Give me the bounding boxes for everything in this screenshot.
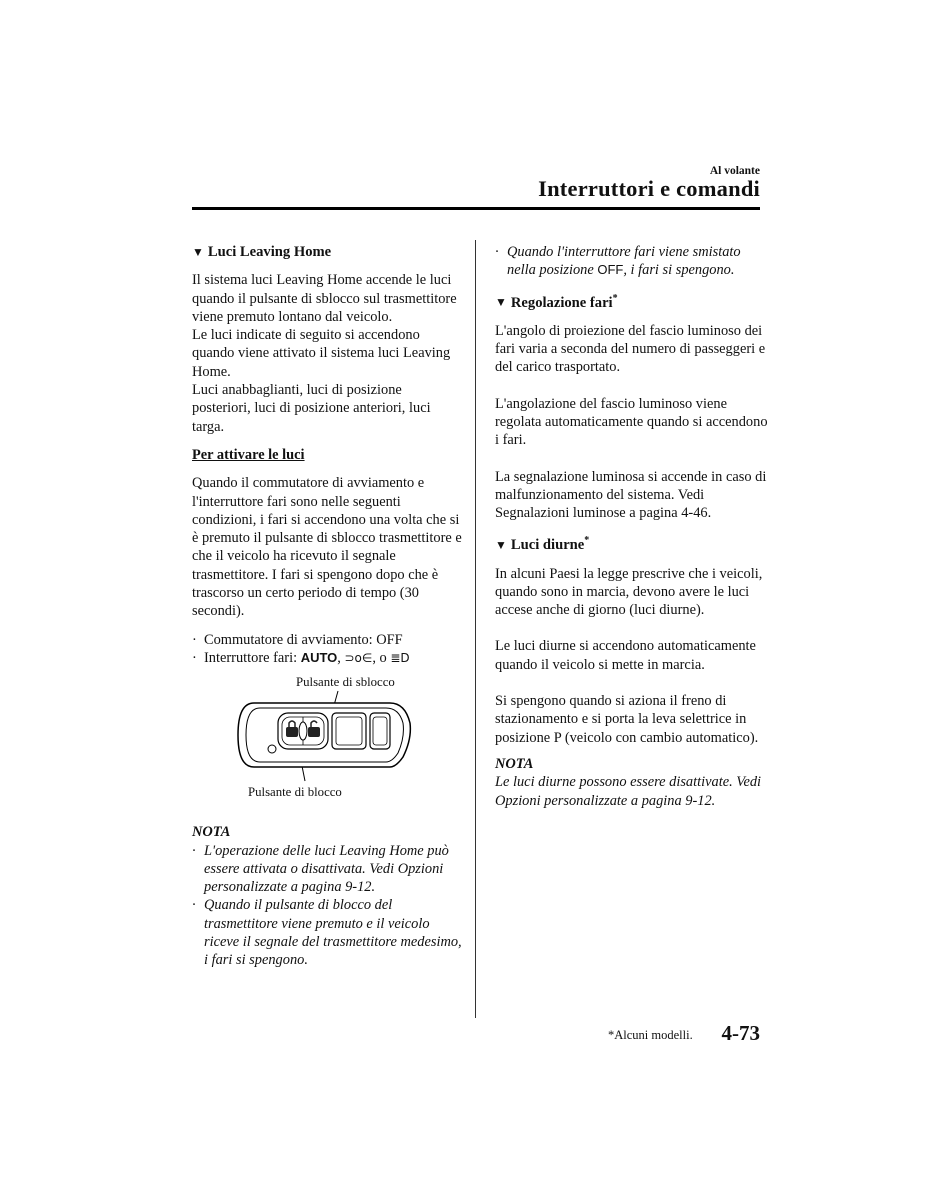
asterisk: * — [584, 535, 590, 547]
bullet: · — [192, 897, 196, 914]
note-title: NOTA — [192, 824, 231, 841]
header-rule — [192, 207, 760, 210]
page-title: Interruttori e comandi — [538, 176, 760, 201]
heading-text: Luci diurne — [510, 537, 585, 554]
left-column — [192, 243, 462, 970]
paragraph: L'angolazione del fascio luminoso viene regolata automaticamente quando si accendono i fari. — [495, 395, 768, 449]
right-column — [495, 243, 770, 810]
paragraph: Si spengono quando si aziona il freno di stazionamento e si porta la leva selettrice in posizione P (veicolo con cambio automatico). — [495, 693, 759, 746]
condition-item — [192, 649, 462, 667]
note-text: Le luci diurne possono essere disattivate. Vedi Opzioni personalizzate a pagina 9-12. — [495, 774, 762, 809]
paragraph: Le luci indicate di seguito si accendono quando viene attivato il sistema luci Leaving Home. — [192, 327, 451, 380]
triangle-down-icon: ▼ — [192, 245, 204, 259]
separator: , o — [372, 649, 391, 666]
auto-label: AUTO — [300, 649, 338, 665]
paragraph: Il sistema luci Leaving Home accende le luci quando il pulsante di sblocco sul trasmettitore viene premuto lontano dal veicolo. — [192, 272, 457, 325]
section-label: Al volante — [709, 165, 760, 177]
heading-text: Regolazione fari — [510, 294, 613, 311]
bullet: · — [192, 649, 197, 666]
heading-text: Luci Leaving Home — [207, 244, 332, 260]
note-text — [507, 243, 770, 280]
bullet: · — [192, 631, 197, 648]
condition-text-lights — [204, 649, 462, 667]
column-divider — [475, 240, 476, 1018]
bullet: · — [495, 244, 499, 260]
paragraph: L'angolo di proiezione del fascio luminoso dei fari varia a seconda del numero di passeggeri e del carico trasportato. — [495, 322, 766, 376]
note-item-continued — [495, 243, 770, 280]
key-fob-illustration — [192, 671, 462, 811]
off-label: OFF — [597, 262, 624, 278]
paragraph: La segnalazione luminosa si accende in caso di malfunzionamento del sistema. Vedi Segnalazioni luminose a pagina 4-46. — [495, 468, 767, 522]
note-text: L'operazione delle luci Leaving Home può essere attivata o disattivata. Vedi Opzioni personalizzate a pagina 9-12. — [204, 842, 449, 896]
section-heading-leaving-home — [192, 243, 462, 261]
note-text-part: Quando l'interruttore fari viene smistato nella posizione — [507, 244, 741, 279]
triangle-down-icon: ▼ — [495, 538, 507, 553]
bullet: · — [192, 842, 196, 859]
paragraph: Luci anabbaglianti, luci di posizione posteriori, luci di posizione anteriori, luci targa. — [192, 382, 431, 435]
asterisk: * — [612, 292, 618, 304]
label-unlock-button: Pulsante di sblocco — [296, 675, 395, 690]
note-item — [192, 896, 462, 969]
condition-text: Commutatore di avviamento: OFF — [204, 631, 403, 648]
section-heading-headlight-adjust — [495, 290, 770, 312]
key-fob-figure — [192, 671, 462, 811]
parking-lights-icon: ⊃o∈ — [344, 650, 373, 665]
paragraph: Le luci diurne si accendono automaticamente quando il veicolo si mette in marcia. — [495, 638, 756, 673]
section-heading-drl — [495, 532, 770, 554]
note-text: Quando il pulsante di blocco del trasmettitore viene premuto e il veicolo riceve il segnale del trasmettitore medesimo, i fari si spengono. — [204, 897, 462, 969]
low-beam-icon: ≣D — [390, 650, 410, 665]
note-text-part: , i fari si spengono. — [623, 262, 735, 279]
subheading-activate: Per attivare le luci — [192, 446, 305, 463]
condition-item — [192, 631, 462, 649]
footer-note: *Alcuni modelli. — [608, 1028, 693, 1042]
page-number: 4-73 — [721, 1021, 760, 1045]
paragraph: Quando il commutatore di avviamento e l'interruttore fari sono nelle seguenti condizioni, i fari si accendono una volta che si è premuto il pulsante di sblocco trasmettitore e che il veicolo ha ricevuto il segnale trasmettitore. I fari si spengono dopo che è trascorso un certo periodo di tempo (30 secondi). — [192, 475, 462, 620]
paragraph: In alcuni Paesi la legge prescrive che i veicoli, quando sono in marcia, devono avere le luci accese anche di giorno (luci diurne). — [495, 565, 763, 619]
note-title: NOTA — [495, 755, 534, 772]
condition-prefix: Interruttore fari: — [204, 649, 301, 666]
triangle-down-icon: ▼ — [495, 295, 507, 310]
separator: , — [337, 649, 345, 666]
note-item — [192, 842, 462, 897]
label-lock-button: Pulsante di blocco — [248, 785, 342, 800]
